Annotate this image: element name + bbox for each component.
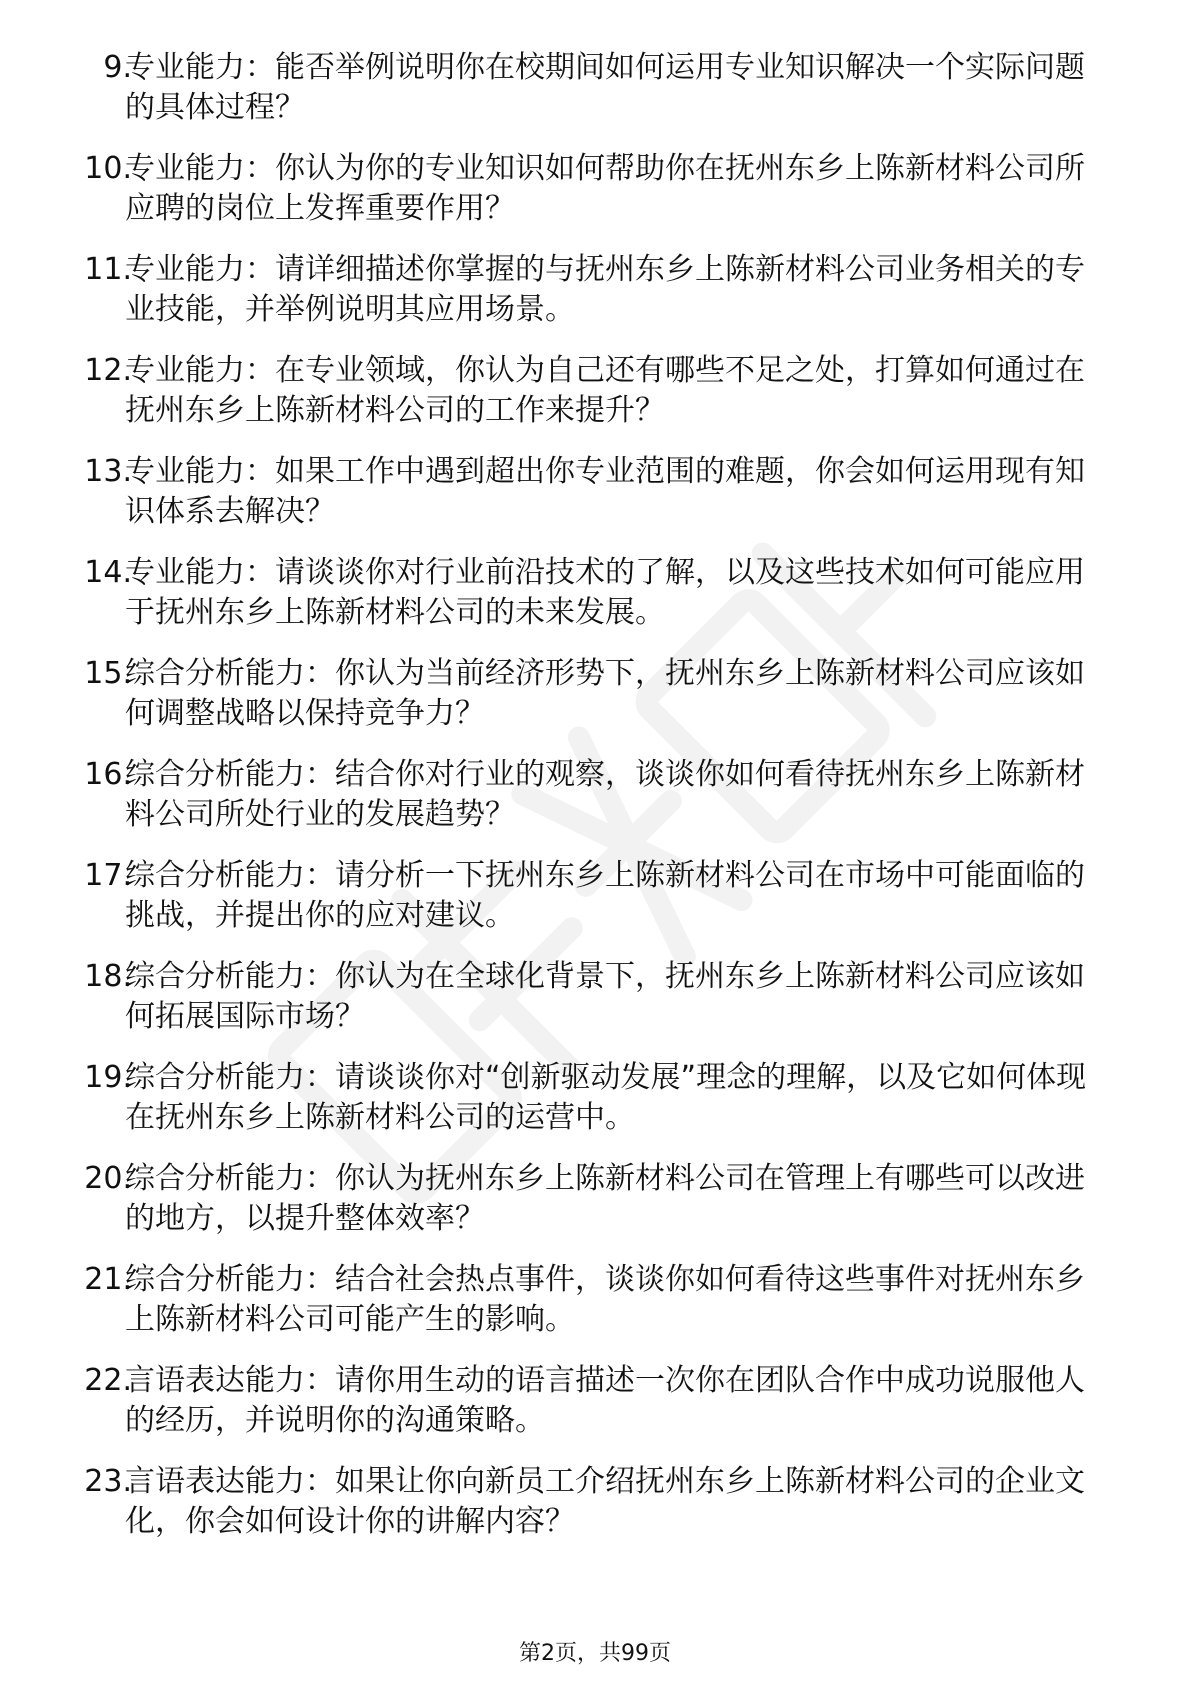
question-text: 综合分析能力：结合你对行业的观察，谈谈你如何看待抚州东乡上陈新材料公司所处行业的发展趋势？ bbox=[125, 757, 1085, 832]
question-number: 10. bbox=[84, 151, 132, 186]
question-text: 专业能力：在专业领域，你认为自己还有哪些不足之处，打算如何通过在抚州东乡上陈新材料公司的工作来提升？ bbox=[125, 353, 1085, 428]
question-text: 综合分析能力：结合社会热点事件，谈谈你如何看待这些事件对抚州东乡上陈新材料公司可能产生的影响。 bbox=[125, 1262, 1085, 1337]
question-list bbox=[0, 48, 1190, 1563]
question-text: 言语表达能力：如果让你向新员工介绍抚州东乡上陈新材料公司的企业文化，你会如何设计你的讲解内容？ bbox=[125, 1464, 1085, 1539]
question-number: 22. bbox=[84, 1363, 132, 1398]
question-number: 15. bbox=[84, 656, 132, 691]
page-footer: 第2页，共99页 bbox=[519, 1641, 671, 1666]
list-item bbox=[0, 957, 1190, 1058]
question-text: 专业能力：请详细描述你掌握的与抚州东乡上陈新材料公司业务相关的专业技能，并举例说明其应用场景。 bbox=[125, 252, 1085, 327]
list-item bbox=[0, 351, 1190, 452]
question-text: 综合分析能力：你认为当前经济形势下，抚州东乡上陈新材料公司应该如何调整战略以保持竞争力？ bbox=[125, 656, 1085, 731]
list-item bbox=[0, 1058, 1190, 1159]
list-item bbox=[0, 755, 1190, 856]
question-text: 综合分析能力：你认为在全球化背景下，抚州东乡上陈新材料公司应该如何拓展国际市场？ bbox=[125, 959, 1085, 1034]
question-number: 9. bbox=[103, 50, 132, 85]
list-item bbox=[0, 1361, 1190, 1462]
question-number: 16. bbox=[84, 757, 132, 792]
question-text: 专业能力：如果工作中遇到超出你专业范围的难题，你会如何运用现有知识体系去解决？ bbox=[125, 454, 1085, 529]
list-item bbox=[0, 149, 1190, 250]
question-number: 20. bbox=[84, 1161, 132, 1196]
question-number: 23. bbox=[84, 1464, 132, 1499]
list-item bbox=[0, 856, 1190, 957]
question-number: 12. bbox=[84, 353, 132, 388]
question-text: 综合分析能力：请分析一下抚州东乡上陈新材料公司在市场中可能面临的挑战，并提出你的应对建议。 bbox=[125, 858, 1085, 933]
list-item bbox=[0, 1462, 1190, 1563]
question-number: 17. bbox=[84, 858, 132, 893]
question-text: 综合分析能力：请谈谈你对“创新驱动发展”理念的理解，以及它如何体现在抚州东乡上陈新材料公司的运营中。 bbox=[125, 1060, 1087, 1135]
question-number: 11. bbox=[84, 252, 132, 287]
list-item bbox=[0, 1159, 1190, 1260]
question-text: 专业能力：能否举例说明你在校期间如何运用专业知识解决一个实际问题的具体过程？ bbox=[125, 50, 1085, 125]
question-text: 言语表达能力：请你用生动的语言描述一次你在团队合作中成功说服他人的经历，并说明你的沟通策略。 bbox=[125, 1363, 1085, 1438]
question-number: 14. bbox=[84, 555, 132, 590]
list-item bbox=[0, 250, 1190, 351]
question-number: 21. bbox=[84, 1262, 132, 1297]
list-item bbox=[0, 452, 1190, 553]
list-item bbox=[0, 553, 1190, 654]
question-text: 专业能力：你认为你的专业知识如何帮助你在抚州东乡上陈新材料公司所应聘的岗位上发挥重要作用？ bbox=[125, 151, 1085, 226]
question-text: 综合分析能力：你认为抚州东乡上陈新材料公司在管理上有哪些可以改进的地方，以提升整体效率？ bbox=[125, 1161, 1085, 1236]
list-item bbox=[0, 48, 1190, 149]
question-number: 13. bbox=[84, 454, 132, 489]
question-text: 专业能力：请谈谈你对行业前沿技术的了解，以及这些技术如何可能应用于抚州东乡上陈新材料公司的未来发展。 bbox=[125, 555, 1085, 630]
question-number: 18. bbox=[84, 959, 132, 994]
list-item bbox=[0, 654, 1190, 755]
list-item bbox=[0, 1260, 1190, 1361]
question-number: 19. bbox=[84, 1060, 132, 1095]
